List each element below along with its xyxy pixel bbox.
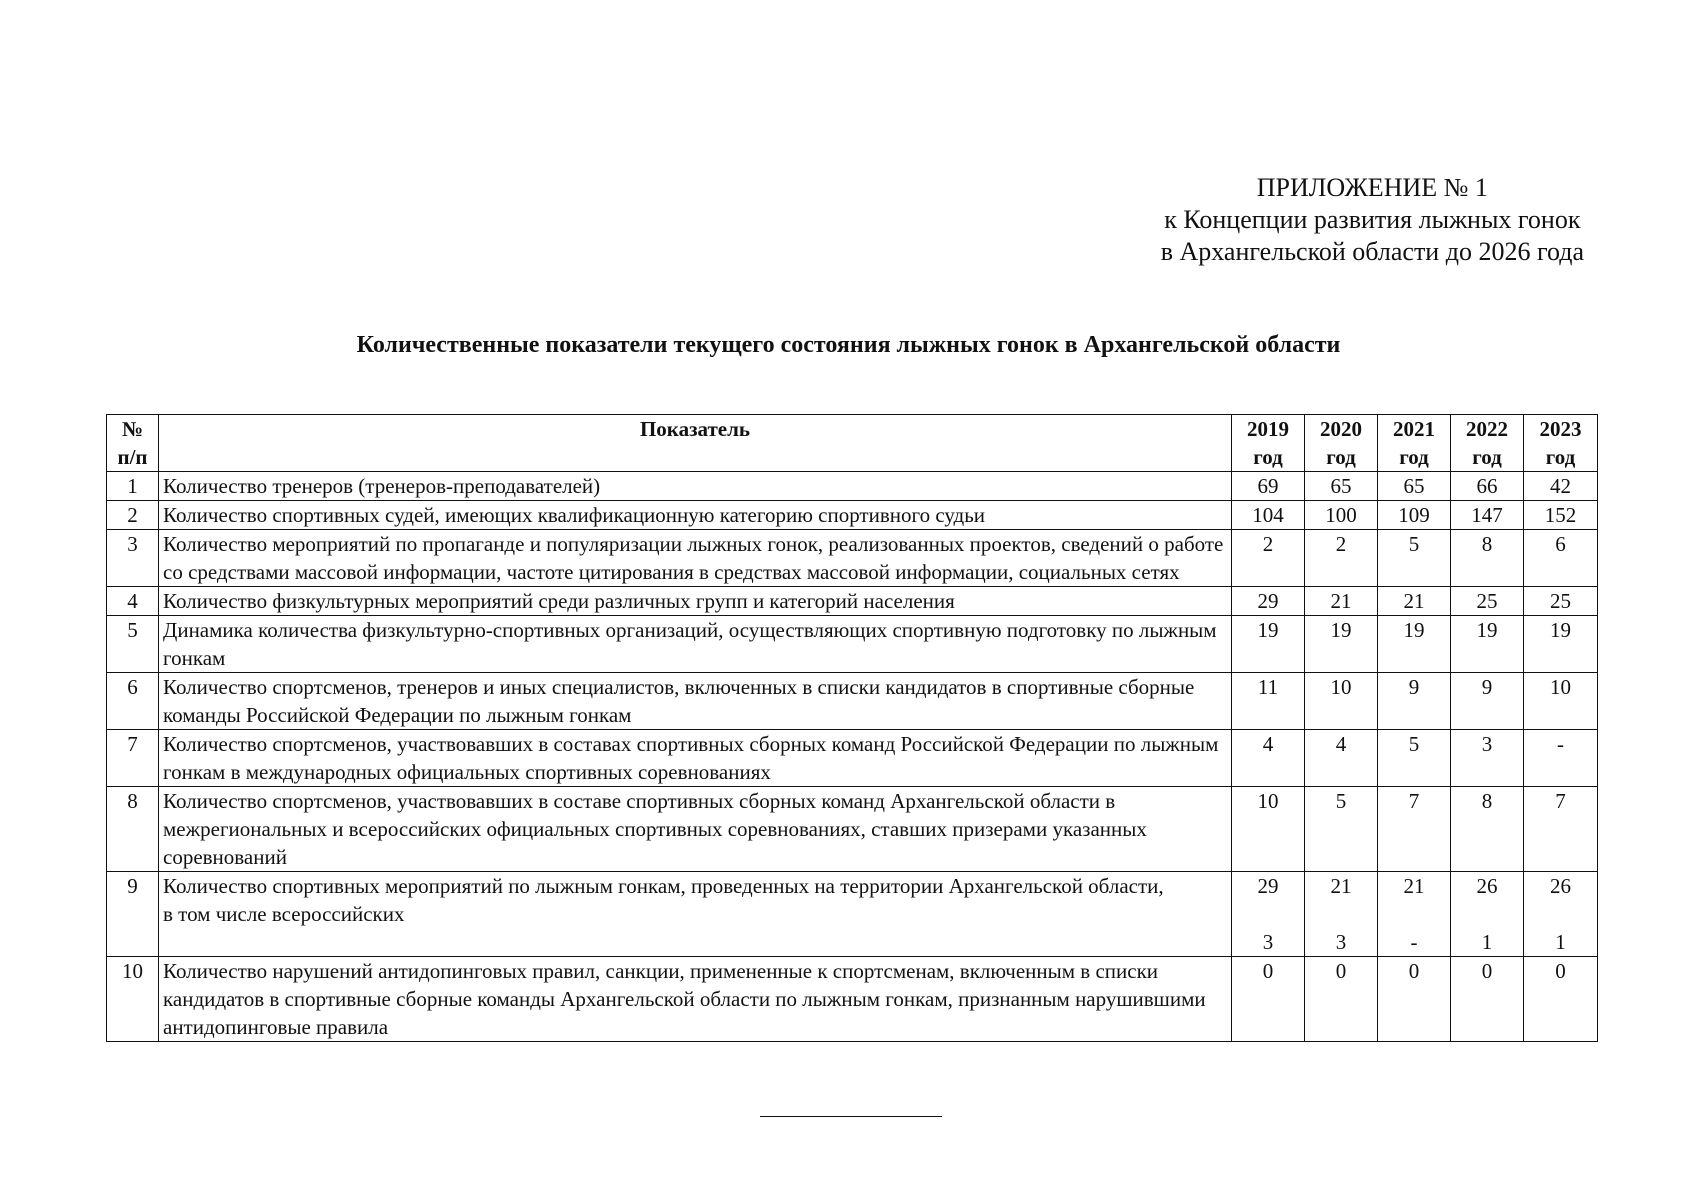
row-number: 9 bbox=[107, 872, 159, 957]
row-number: 6 bbox=[107, 673, 159, 730]
row-number: 10 bbox=[107, 957, 159, 1042]
row-number: 8 bbox=[107, 787, 159, 872]
value-2019: 19 bbox=[1232, 616, 1305, 673]
value-2022: 19 bbox=[1451, 616, 1524, 673]
value-2020: 4 bbox=[1305, 730, 1378, 787]
header-year-2020: 2020 год bbox=[1305, 415, 1378, 472]
value-2021: 5 bbox=[1378, 530, 1451, 587]
value-2021: 0 bbox=[1378, 957, 1451, 1042]
value-main: 29 bbox=[1257, 874, 1279, 898]
value-2021 bbox=[1378, 872, 1451, 957]
value-2023: 152 bbox=[1524, 501, 1598, 530]
value-2019: 2 bbox=[1232, 530, 1305, 587]
value-2020 bbox=[1305, 872, 1378, 957]
indicator-name: Количество спортсменов, тренеров и иных специалистов, включенных в списки кандидатов в спортивные сборные команды Российской Федерации по лыжным гонкам bbox=[159, 673, 1232, 730]
indicator-name: Динамика количества физкультурно-спортивных организаций, осуществляющих спортивную подготовку по лыжным гонкам bbox=[159, 616, 1232, 673]
value-2022: 9 bbox=[1451, 673, 1524, 730]
value-sub: 3 bbox=[1262, 930, 1274, 954]
appendix-header bbox=[1161, 172, 1584, 268]
value-2020: 5 bbox=[1305, 787, 1378, 872]
value-2019: 11 bbox=[1232, 673, 1305, 730]
table-row bbox=[107, 472, 1598, 501]
table-row bbox=[107, 730, 1598, 787]
indicator-name: Количество спортсменов, участвовавших в составе спортивных сборных команд Архангельской области в межрегиональных и всероссийских официальных спортивных соревнованиях, ставших призерами указанных соревнований bbox=[159, 787, 1232, 872]
value-2023: 25 bbox=[1524, 587, 1598, 616]
table-row bbox=[107, 530, 1598, 587]
value-2021: 109 bbox=[1378, 501, 1451, 530]
value-2021: 19 bbox=[1378, 616, 1451, 673]
value-2019 bbox=[1232, 872, 1305, 957]
value-2022: 8 bbox=[1451, 787, 1524, 872]
value-2022 bbox=[1451, 872, 1524, 957]
value-2023: 10 bbox=[1524, 673, 1598, 730]
header-year-2023: 2023 год bbox=[1524, 415, 1598, 472]
indicator-name: Количество спортсменов, участвовавших в составах спортивных сборных команд Российской Федерации по лыжным гонкам в международных официальных спортивных соревнованиях bbox=[159, 730, 1232, 787]
indicator-name-main: Количество спортивных мероприятий по лыжным гонкам, проведенных на территории Архангельской области, bbox=[163, 874, 1164, 898]
row-number: 7 bbox=[107, 730, 159, 787]
value-sub: 1 bbox=[1481, 930, 1493, 954]
closing-rule bbox=[760, 1116, 942, 1117]
value-main: 26 bbox=[1550, 874, 1571, 898]
row-number: 5 bbox=[107, 616, 159, 673]
table-row bbox=[107, 872, 1598, 957]
header-number: № п/п bbox=[107, 415, 159, 472]
value-2019: 69 bbox=[1232, 472, 1305, 501]
value-2021: 5 bbox=[1378, 730, 1451, 787]
value-2020: 21 bbox=[1305, 587, 1378, 616]
appendix-reference: к Концепции развития лыжных гонок bbox=[1164, 205, 1581, 234]
value-sub: - bbox=[1410, 930, 1418, 954]
row-number: 2 bbox=[107, 501, 159, 530]
value-main: 21 bbox=[1403, 874, 1425, 898]
header-year-2021: 2021 год bbox=[1378, 415, 1451, 472]
value-2023: - bbox=[1524, 730, 1598, 787]
indicator-name: Количество спортивных судей, имеющих квалификационную категорию спортивного судьи bbox=[159, 501, 1232, 530]
indicators-table bbox=[106, 414, 1598, 1042]
value-2020: 2 bbox=[1305, 530, 1378, 587]
row-number: 1 bbox=[107, 472, 159, 501]
value-main: 21 bbox=[1330, 874, 1352, 898]
value-2020: 65 bbox=[1305, 472, 1378, 501]
value-2019: 0 bbox=[1232, 957, 1305, 1042]
header-indicator: Показатель bbox=[159, 415, 1232, 472]
value-2023: 6 bbox=[1524, 530, 1598, 587]
header-year-2019: 2019 год bbox=[1232, 415, 1305, 472]
value-2023 bbox=[1524, 872, 1598, 957]
indicator-name bbox=[159, 872, 1232, 957]
appendix-number: ПРИЛОЖЕНИЕ № 1 bbox=[1256, 173, 1488, 202]
indicator-name-sub: в том числе всероссийских bbox=[163, 902, 405, 926]
row-number: 3 bbox=[107, 530, 159, 587]
document-title: Количественные показатели текущего состояния лыжных гонок в Архангельской области bbox=[356, 332, 1341, 358]
value-2019: 29 bbox=[1232, 587, 1305, 616]
value-2019: 10 bbox=[1232, 787, 1305, 872]
table-row bbox=[107, 787, 1598, 872]
value-2022: 3 bbox=[1451, 730, 1524, 787]
table-row bbox=[107, 587, 1598, 616]
value-main: 26 bbox=[1476, 874, 1498, 898]
indicator-name: Количество мероприятий по пропаганде и популяризации лыжных гонок, реализованных проектов, сведений о работе со средствами массовой информации, частоте цитирования в средствах массовой информации, социальных сетях bbox=[159, 530, 1232, 587]
table-header-row bbox=[107, 415, 1598, 472]
appendix-region: в Архангельской области до 2026 года bbox=[1160, 237, 1584, 266]
value-2022: 0 bbox=[1451, 957, 1524, 1042]
value-2022: 147 bbox=[1451, 501, 1524, 530]
value-2023: 0 bbox=[1524, 957, 1598, 1042]
value-2021: 21 bbox=[1378, 587, 1451, 616]
value-2021: 9 bbox=[1378, 673, 1451, 730]
value-2023: 7 bbox=[1524, 787, 1598, 872]
value-2021: 7 bbox=[1378, 787, 1451, 872]
row-number: 4 bbox=[107, 587, 159, 616]
table-row bbox=[107, 957, 1598, 1042]
table-row bbox=[107, 501, 1598, 530]
value-sub: 1 bbox=[1555, 930, 1566, 954]
value-sub: 3 bbox=[1335, 930, 1347, 954]
value-2020: 10 bbox=[1305, 673, 1378, 730]
header-year-2022: 2022 год bbox=[1451, 415, 1524, 472]
indicator-name: Количество тренеров (тренеров-преподавателей) bbox=[159, 472, 1232, 501]
indicator-name: Количество нарушений антидопинговых правил, санкции, примененные к спортсменам, включенным в списки кандидатов в спортивные сборные команды Архангельской области по лыжным гонкам, признанным нарушившими антидопинговые правила bbox=[159, 957, 1232, 1042]
value-2020: 19 bbox=[1305, 616, 1378, 673]
table-row bbox=[107, 616, 1598, 673]
value-2022: 66 bbox=[1451, 472, 1524, 501]
indicator-name: Количество физкультурных мероприятий среди различных групп и категорий населения bbox=[159, 587, 1232, 616]
value-2022: 25 bbox=[1451, 587, 1524, 616]
value-2020: 0 bbox=[1305, 957, 1378, 1042]
value-2019: 104 bbox=[1232, 501, 1305, 530]
value-2023: 19 bbox=[1524, 616, 1598, 673]
value-2021: 65 bbox=[1378, 472, 1451, 501]
value-2019: 4 bbox=[1232, 730, 1305, 787]
table-row bbox=[107, 673, 1598, 730]
value-2023: 42 bbox=[1524, 472, 1598, 501]
value-2022: 8 bbox=[1451, 530, 1524, 587]
value-2020: 100 bbox=[1305, 501, 1378, 530]
